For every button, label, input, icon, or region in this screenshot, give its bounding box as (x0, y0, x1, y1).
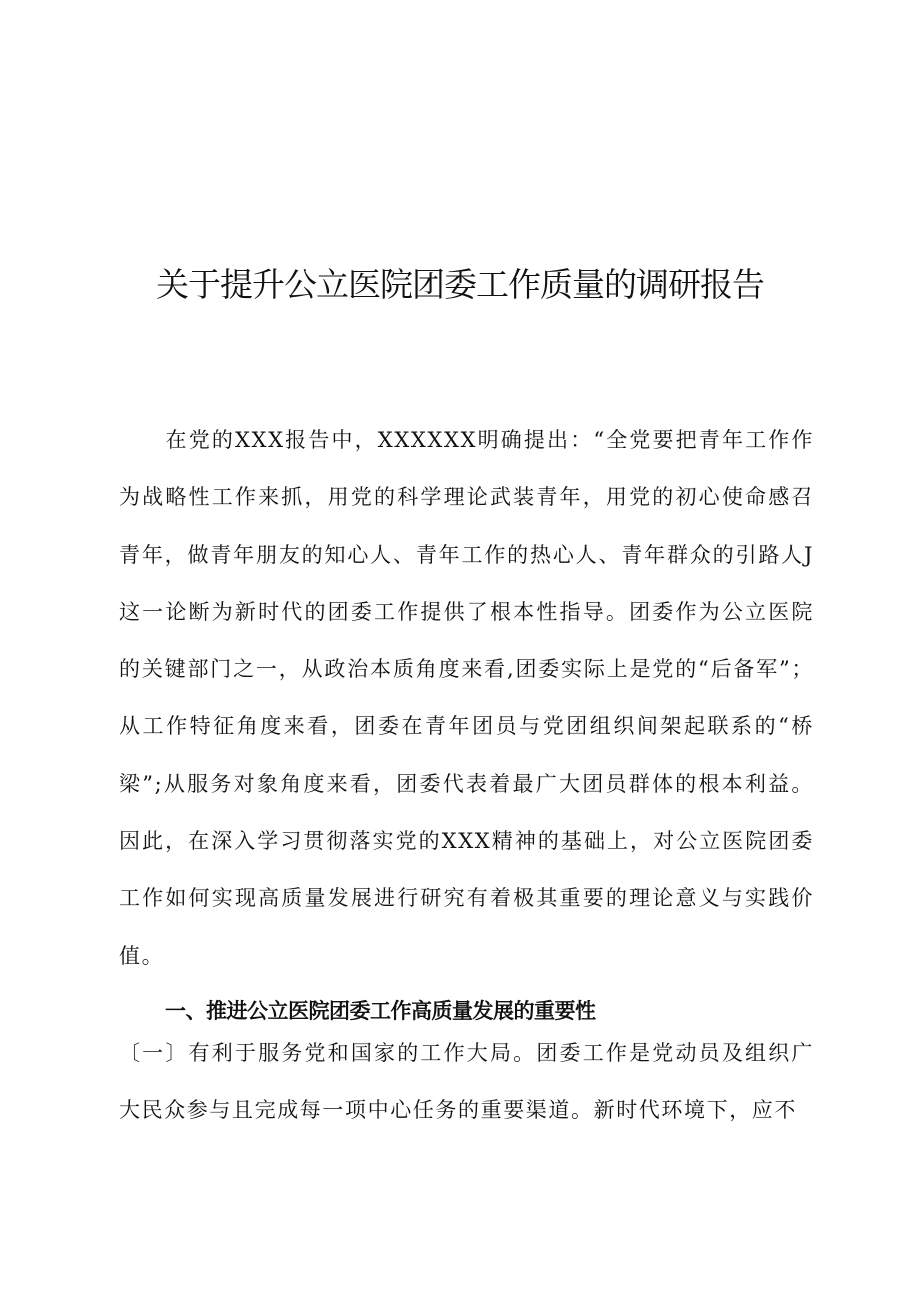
intro-paragraph-text: 在党的XXX报告中，XXXXXX明确提出：“全党要把青年工作作为战略性工作来抓，用党的科学理论武装青年，用党的初心使命感召青年，做青年朋友的知心人、青年工作的热心人、青年群众的引路人J这一论断为新时代的团委工作提供了根本性指导。团委作为公立医院的关键部门之一，从政治本质角度来看,团委实际上是党的“后备军”；从工作特征角度来看，团委在青年团员与党团组织间架起联系的“桥梁”;从服务对象角度来看，团委代表着最广大团员群体的根本利益。因此，在深入学习贯彻落实党的XXX精神的基础上，对公立医院团委工作如何实现高质量发展进行研究有着极其重要的理论意义与实践价值。 (119, 428, 814, 968)
section-heading: 一、推进公立医院团委工作高质量发展的重要性 (165, 999, 596, 1023)
subsection-paragraph: 〔一〕有利于服务党和国家的工作大局。团委工作是党动员及组织广大民众参与且完成每一项中心任务的重要渠道。新时代环境下，应不 (119, 1041, 814, 1123)
document-title: 关于提升公立医院团委工作质量的调研报告 (156, 265, 764, 304)
intro-paragraph (119, 412, 814, 985)
